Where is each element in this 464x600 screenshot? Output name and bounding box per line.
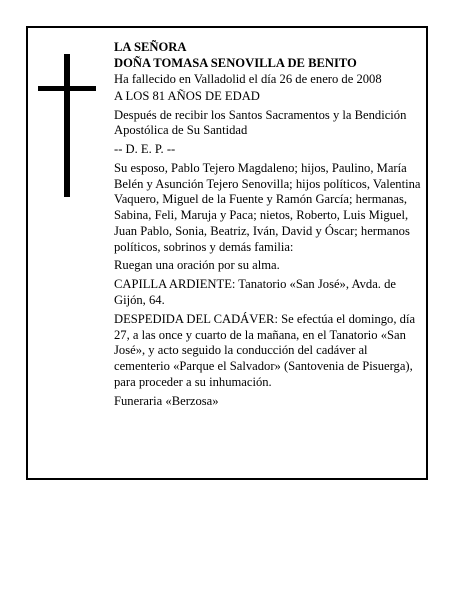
deceased-title: LA SEÑORA xyxy=(114,40,187,54)
death-statement: Ha fallecido en Valladolid el día 26 de enero de 2008 xyxy=(114,72,382,87)
deceased-name: DOÑA TOMASA SENOVILLA DE BENITO xyxy=(114,56,357,71)
cross-horizontal-bar xyxy=(38,86,96,91)
funeral-home: Funeraria «Berzosa» xyxy=(114,393,219,408)
chapel-info: CAPILLA ARDIENTE: Tanatorio «San José», Avda. de Gijón, 64. xyxy=(114,277,396,307)
cross-vertical-bar xyxy=(64,54,70,197)
prayer-request: Ruegan una oración por su alma. xyxy=(114,258,280,273)
obituary-text xyxy=(114,40,426,412)
rest-in-peace: -- D. E. P. -- xyxy=(114,142,176,157)
sacraments-statement: Después de recibir los Santos Sacramentos y la Bendición Apostólica de Su Santidad xyxy=(114,107,407,138)
latin-cross-icon xyxy=(38,54,96,197)
farewell-info: DESPEDIDA DEL CADÁVER: Se efectúa el domingo, día 27, a las once y cuarto de la mañana, en el Tanatorio «San José», y acto seguido la conducción del cadáver al cementerio «Parque el Salvador» (Santovenia de Pisuerga), para proceder a su inhumación. xyxy=(114,311,416,389)
age-statement: A LOS 81 AÑOS DE EDAD xyxy=(114,88,260,103)
family-list: Su esposo, Pablo Tejero Magdaleno; hijos, Paulino, María Belén y Asunción Tejero Senovilla; hijos políticos, Valentina Vaquero, Miguel de la Fuente y Ramón García; hermanas, Sabina, Feli, Maruja y Paca; nietos, Roberto, Luis Miguel, Juan Pablo, Sonia, Beatriz, Iván, David y Óscar; hermanos políticos, sobrinos y demás familia: xyxy=(114,160,421,254)
